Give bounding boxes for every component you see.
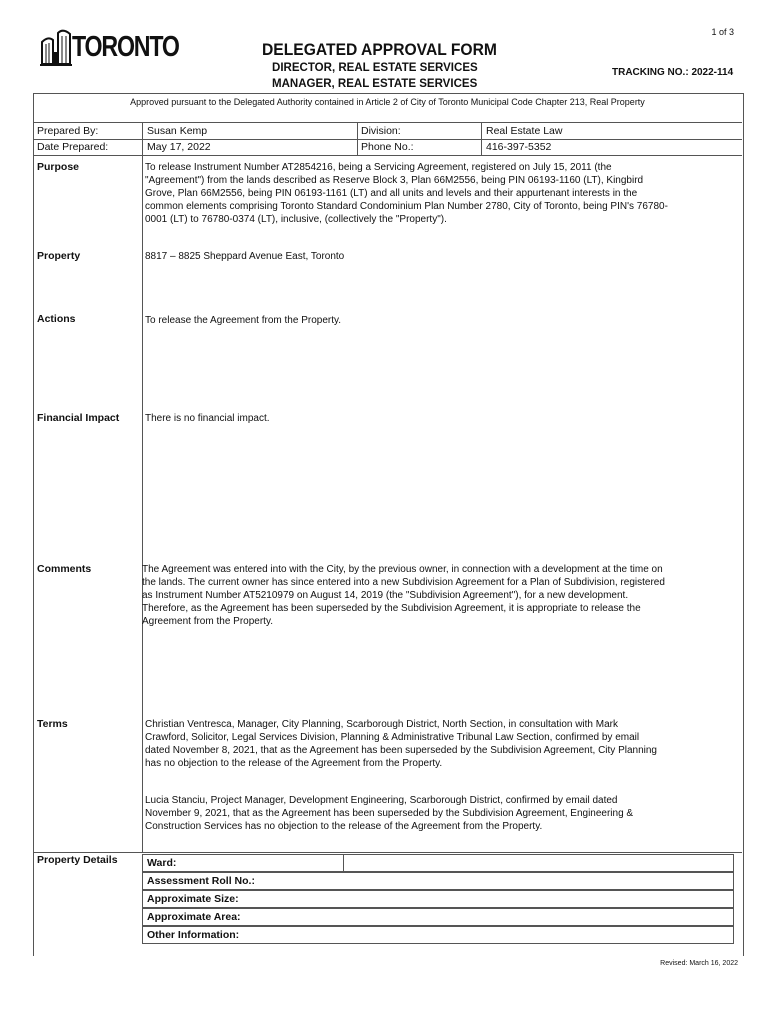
city-hall-icon [40,26,72,66]
approval-authority-note: Approved pursuant to the Delegated Authority contained in Article 2 of City of Toronto Municipal Code Chapter 213, Real Property [130,97,645,107]
property-value: 8817 – 8825 Sheppard Avenue East, Toronto [145,251,345,262]
comments-label: Comments [37,563,92,575]
terms-paragraph-2: Lucia Stanciu, Project Manager, Development Engineering, Scarborough District, confirmed by email dated November 9, 2021, that as the Agreement has been superseded by the Subdivision Agreement, Engineering & Construction Services has no objection to the release of the Agreement from the Property. [145,795,634,832]
tracking-number: TRACKING NO.: 2022-114 [612,67,734,78]
phone-value: 416-397-5352 [486,141,552,153]
divider [357,122,358,155]
assessment-roll-field[interactable]: Assessment Roll No.: [142,872,734,890]
comments-text: The Agreement was entered into with the City, by the previous owner, in connection with a development at the time on the lands. The current owner has since entered into a new Subdivision Agreement for a Plan of Subdivision, registered as Instrument Number AT5210979 on August 14, 2019 (the "Subdivision Agreement"), for a new development. Therefore, as the Agreement has been superseded by the Subdivision Agreement, it is appropriate to release the Agreement from the Property. [142,564,665,627]
property-details-label: Property Details [37,854,118,866]
prepared-by-value: Susan Kemp [147,125,208,137]
divider [33,155,742,156]
form-subtitle-manager: MANAGER, REAL ESTATE SERVICES [272,76,478,90]
other-information-field[interactable]: Other Information: [142,926,734,944]
purpose-text: To release Instrument Number AT2854216, being a Servicing Agreement, registered on July 15, 2011 (the "Agreement") from the lands described as Reserve Block 3, Plan 66M2556, being PIN 06193-1160 (LT), Kingbird Grove, Plan 66M2556, being PIN 06193-1161 (LT) and all units and levels and their appurtenant interests in the common elements comprising Toronto Standard Condominium Plan Number 2780, City of Toronto, being PIN's 76780- 0001 (LT) to 76780-0374 (LT), inclusive, (collectively the "Property"). [145,162,668,225]
ward-value-field[interactable] [343,854,734,872]
toronto-logo [40,26,179,66]
divider [481,122,482,155]
phone-label: Phone No.: [361,141,414,153]
page-number: 1 of 3 [711,27,734,37]
property-label: Property [37,250,81,262]
divider [33,139,742,140]
form-title: DELEGATED APPROVAL FORM [262,40,497,59]
form-subtitle-director: DIRECTOR, REAL ESTATE SERVICES [272,60,478,74]
property-details-table [142,852,740,950]
terms-paragraph-1: Christian Ventresca, Manager, City Planning, Scarborough District, North Section, in consultation with Mark Crawford, Solicitor, Legal Services Division, Planning & Administrative Tribunal Law Section, confirmed by email dated November 8, 2021, that as the Agreement has been superseded by the Subdivision Agreement, City Planning has no objection to the release of the Agreement from the Property. [145,719,657,769]
divider [142,122,143,852]
division-value: Real Estate Law [486,125,563,137]
ward-field[interactable]: Ward: [142,854,344,872]
actions-value: To release the Agreement from the Property. [145,315,342,326]
logo-wordmark: TORONTO [72,31,179,63]
revision-date: Revised: March 16, 2022 [660,960,738,967]
date-prepared-label: Date Prepared: [37,141,109,153]
purpose-label: Purpose [37,161,80,173]
prepared-by-label: Prepared By: [37,125,99,137]
terms-label: Terms [37,718,68,730]
approximate-area-field[interactable]: Approximate Area: [142,908,734,926]
financial-impact-value: There is no financial impact. [145,413,270,424]
financial-impact-label: Financial Impact [37,412,120,424]
divider [33,122,742,123]
division-label: Division: [361,125,401,137]
date-prepared-value: May 17, 2022 [147,141,211,153]
approximate-size-field[interactable]: Approximate Size: [142,890,734,908]
actions-label: Actions [37,313,76,325]
